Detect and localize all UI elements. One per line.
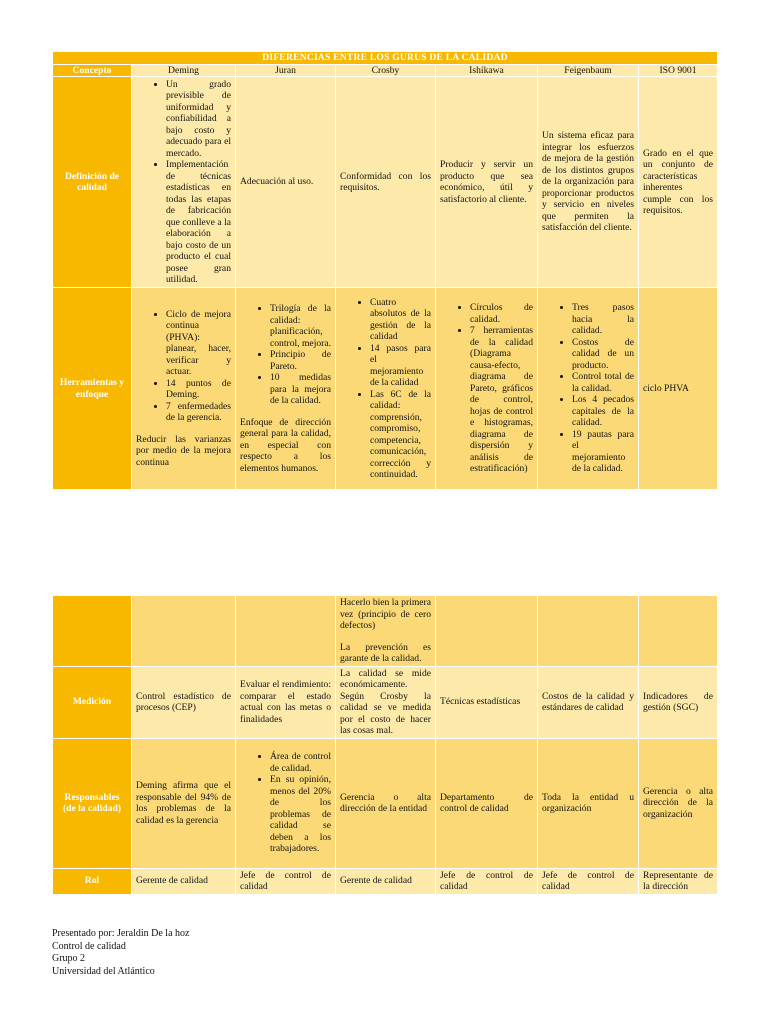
- header-crosby: Crosby: [336, 64, 436, 77]
- list-item: • 19 pautas para el mejoramiento de la calidad.: [572, 429, 634, 475]
- footer-course: Control de calidad: [52, 940, 126, 952]
- cell-definicion-deming: [132, 77, 236, 288]
- row-label-rol: Rol: [53, 868, 132, 894]
- list-item: • 7 enfermedades de la gerencia.: [166, 401, 231, 424]
- cell-text: Hacerlo bien la primera vez (principio de cero defectos): [340, 597, 431, 631]
- cell-medicion-juran: Evaluar el rendimiento: comparar el estado actual con las metas o finalidades: [236, 666, 336, 738]
- gurus-comparison-table-continued: [52, 595, 718, 895]
- cell-herramientas-deming: [132, 288, 236, 490]
- header-juran: Juran: [236, 64, 336, 77]
- list-item: • Los 4 pecados capitales de la calidad.: [572, 394, 634, 429]
- footer-author: Presentado por: Jeraldin De la hoz: [52, 928, 190, 939]
- header-concepto: Concepto: [53, 64, 132, 77]
- list-item: • Un grado previsible de uniformidad y confiabilidad a bajo costo y adecuado para el mercado.: [166, 79, 231, 160]
- list-item: • Tres pasos hacia la calidad.: [572, 302, 634, 337]
- cell-responsables-feigenbaum: Toda la entidad u organización: [538, 738, 639, 868]
- row-label-herramientas: Herramientas y enfoque: [53, 288, 132, 490]
- list-item: • Círculos de calidad.: [470, 302, 533, 325]
- row-label-responsables: Responsables (de la calidad): [53, 738, 132, 868]
- cell-rol-juran: Jefe de control de calidad: [236, 868, 336, 894]
- cell-responsables-iso: Gerencia o alta dirección de la organización: [639, 738, 718, 868]
- list-item: • Costos de calidad de un producto.: [572, 337, 634, 372]
- cell-text: La prevención es garante de la calidad.: [340, 641, 431, 664]
- cell-empty: [236, 596, 336, 667]
- cell-rol-feigenbaum: Jefe de control de calidad: [538, 868, 639, 894]
- list-item: • 7 herramientas de la calidad (Diagrama causa-efecto, diagrama de Pareto, gráficos de control, hojas de control e histogramas, diagrama de dispersión y análisis de estratificación): [470, 325, 533, 475]
- row-medicion: [53, 666, 718, 738]
- cell-definicion-ishikawa: Producir y servir un producto que sea económico, útil y satisfactorio al cliente.: [436, 77, 538, 288]
- list-item: • Control total de la calidad.: [572, 371, 634, 394]
- cell-empty: [132, 596, 236, 667]
- list-item: • 10 medidas para la mejora de la calidad.: [270, 372, 331, 407]
- row-label-definicion: Definición de calidad: [53, 77, 132, 288]
- cell-medicion-crosby: La calidad se mide económicamente. Según Crosby la calidad se ve medida por el costo de hacer las cosas mal.: [336, 666, 436, 738]
- cell-empty: [538, 596, 639, 667]
- cell-herramientas-feigenbaum: [538, 288, 639, 490]
- cell-text: Reducir las varianzas por medio de la mejora continua: [136, 433, 231, 468]
- header-iso: ISO 9001: [639, 64, 718, 77]
- cell-rol-ishikawa: Jefe de control de calidad: [436, 868, 538, 894]
- list-item: • Trilogía de la calidad: planificación, control, mejora.: [270, 303, 331, 349]
- list-item: • Área de control de calidad.: [270, 751, 331, 774]
- list-item: • Cuatro absolutos de la gestión de la calidad: [370, 297, 431, 343]
- cell-herramientas-ishikawa: [436, 288, 538, 490]
- list-item: • Principio de Pareto.: [270, 349, 331, 372]
- header-feigenbaum: Feigenbaum: [538, 64, 639, 77]
- row-herramientas: [53, 288, 718, 490]
- footer-group: Grupo 2: [52, 953, 86, 964]
- cell-rol-iso: Representante de la dirección: [639, 868, 718, 894]
- row-responsables: [53, 738, 718, 868]
- cell-responsables-ishikawa: Departamento de control de calidad: [436, 738, 538, 868]
- cell-rol-deming: Gerente de calidad: [132, 868, 236, 894]
- cell-definicion-juran: Adecuación al uso.: [236, 77, 336, 288]
- list-item: • Implementación de técnicas estadísticas en todas las etapas de fabricación que conlleve a la elaboración a bajo costo de un producto el cual posee gran utilidad.: [166, 159, 231, 286]
- table-title: DIFERENCIAS ENTRE LOS GURUS DE LA CALIDAD: [53, 52, 718, 65]
- footer-university: Universidad del Atlántico: [52, 965, 155, 977]
- cell-responsables-juran: [236, 738, 336, 868]
- list-item: • Las 6C de la calidad: comprensión, compromiso, competencia, comunicación, corrección y continuidad.: [370, 389, 431, 481]
- gurus-comparison-table: [52, 51, 718, 490]
- row-label-empty: [53, 596, 132, 667]
- list-item: • 14 puntos de Deming.: [166, 378, 231, 401]
- cell-definicion-crosby: Conformidad con los requisitos.: [336, 77, 436, 288]
- cell-rol-crosby: Gerente de calidad: [336, 868, 436, 894]
- cell-herramientas-juran: [236, 288, 336, 490]
- row-definicion: [53, 77, 718, 288]
- cell-responsables-crosby: Gerencia o alta dirección de la entidad: [336, 738, 436, 868]
- cell-herramientas-crosby: [336, 288, 436, 490]
- header-ishikawa: Ishikawa: [436, 64, 538, 77]
- cell-continuacion-crosby: [336, 596, 436, 667]
- cell-medicion-ishikawa: Técnicas estadísticas: [436, 666, 538, 738]
- list-item: • Ciclo de mejora continua (PHVA): planear, hacer, verificar y actuar.: [166, 309, 231, 378]
- header-row: [53, 64, 718, 77]
- author-footer: [52, 928, 189, 978]
- cell-text: Enfoque de dirección general para la calidad, en especial con respecto a los elementos humanos.: [240, 416, 331, 474]
- cell-responsables-deming: Deming afirma que el responsable del 94% de los problemas de la calidad es la gerencia: [132, 738, 236, 868]
- header-deming: Deming: [132, 64, 236, 77]
- cell-empty: [639, 596, 718, 667]
- cell-definicion-iso: Grado en el que un conjunto de características inherentes cumple con los requisitos.: [639, 77, 718, 288]
- cell-medicion-deming: Control estadístico de procesos (CEP): [132, 666, 236, 738]
- list-item: • 14 pasos para el mejoramiento de la calidad: [370, 343, 431, 389]
- cell-medicion-feigenbaum: Costos de la calidad y estándares de calidad: [538, 666, 639, 738]
- row-label-medicion: Medición: [53, 666, 132, 738]
- cell-herramientas-iso: ciclo PHVA: [639, 288, 718, 490]
- cell-medicion-iso: Indicadores de gestión (SGC): [639, 666, 718, 738]
- cell-empty: [436, 596, 538, 667]
- row-continuacion: [53, 596, 718, 667]
- list-item: • En su opinión, menos del 20% de los problemas de calidad se deben a los trabajadores.: [270, 774, 331, 855]
- row-rol: [53, 868, 718, 894]
- cell-definicion-feigenbaum: Un sistema eficaz para integrar los esfuerzos de mejora de la gestión de los distintos grupos de la organización para proporcionar productos y servicio en niveles que permiten la satisfacción del cliente.: [538, 77, 639, 288]
